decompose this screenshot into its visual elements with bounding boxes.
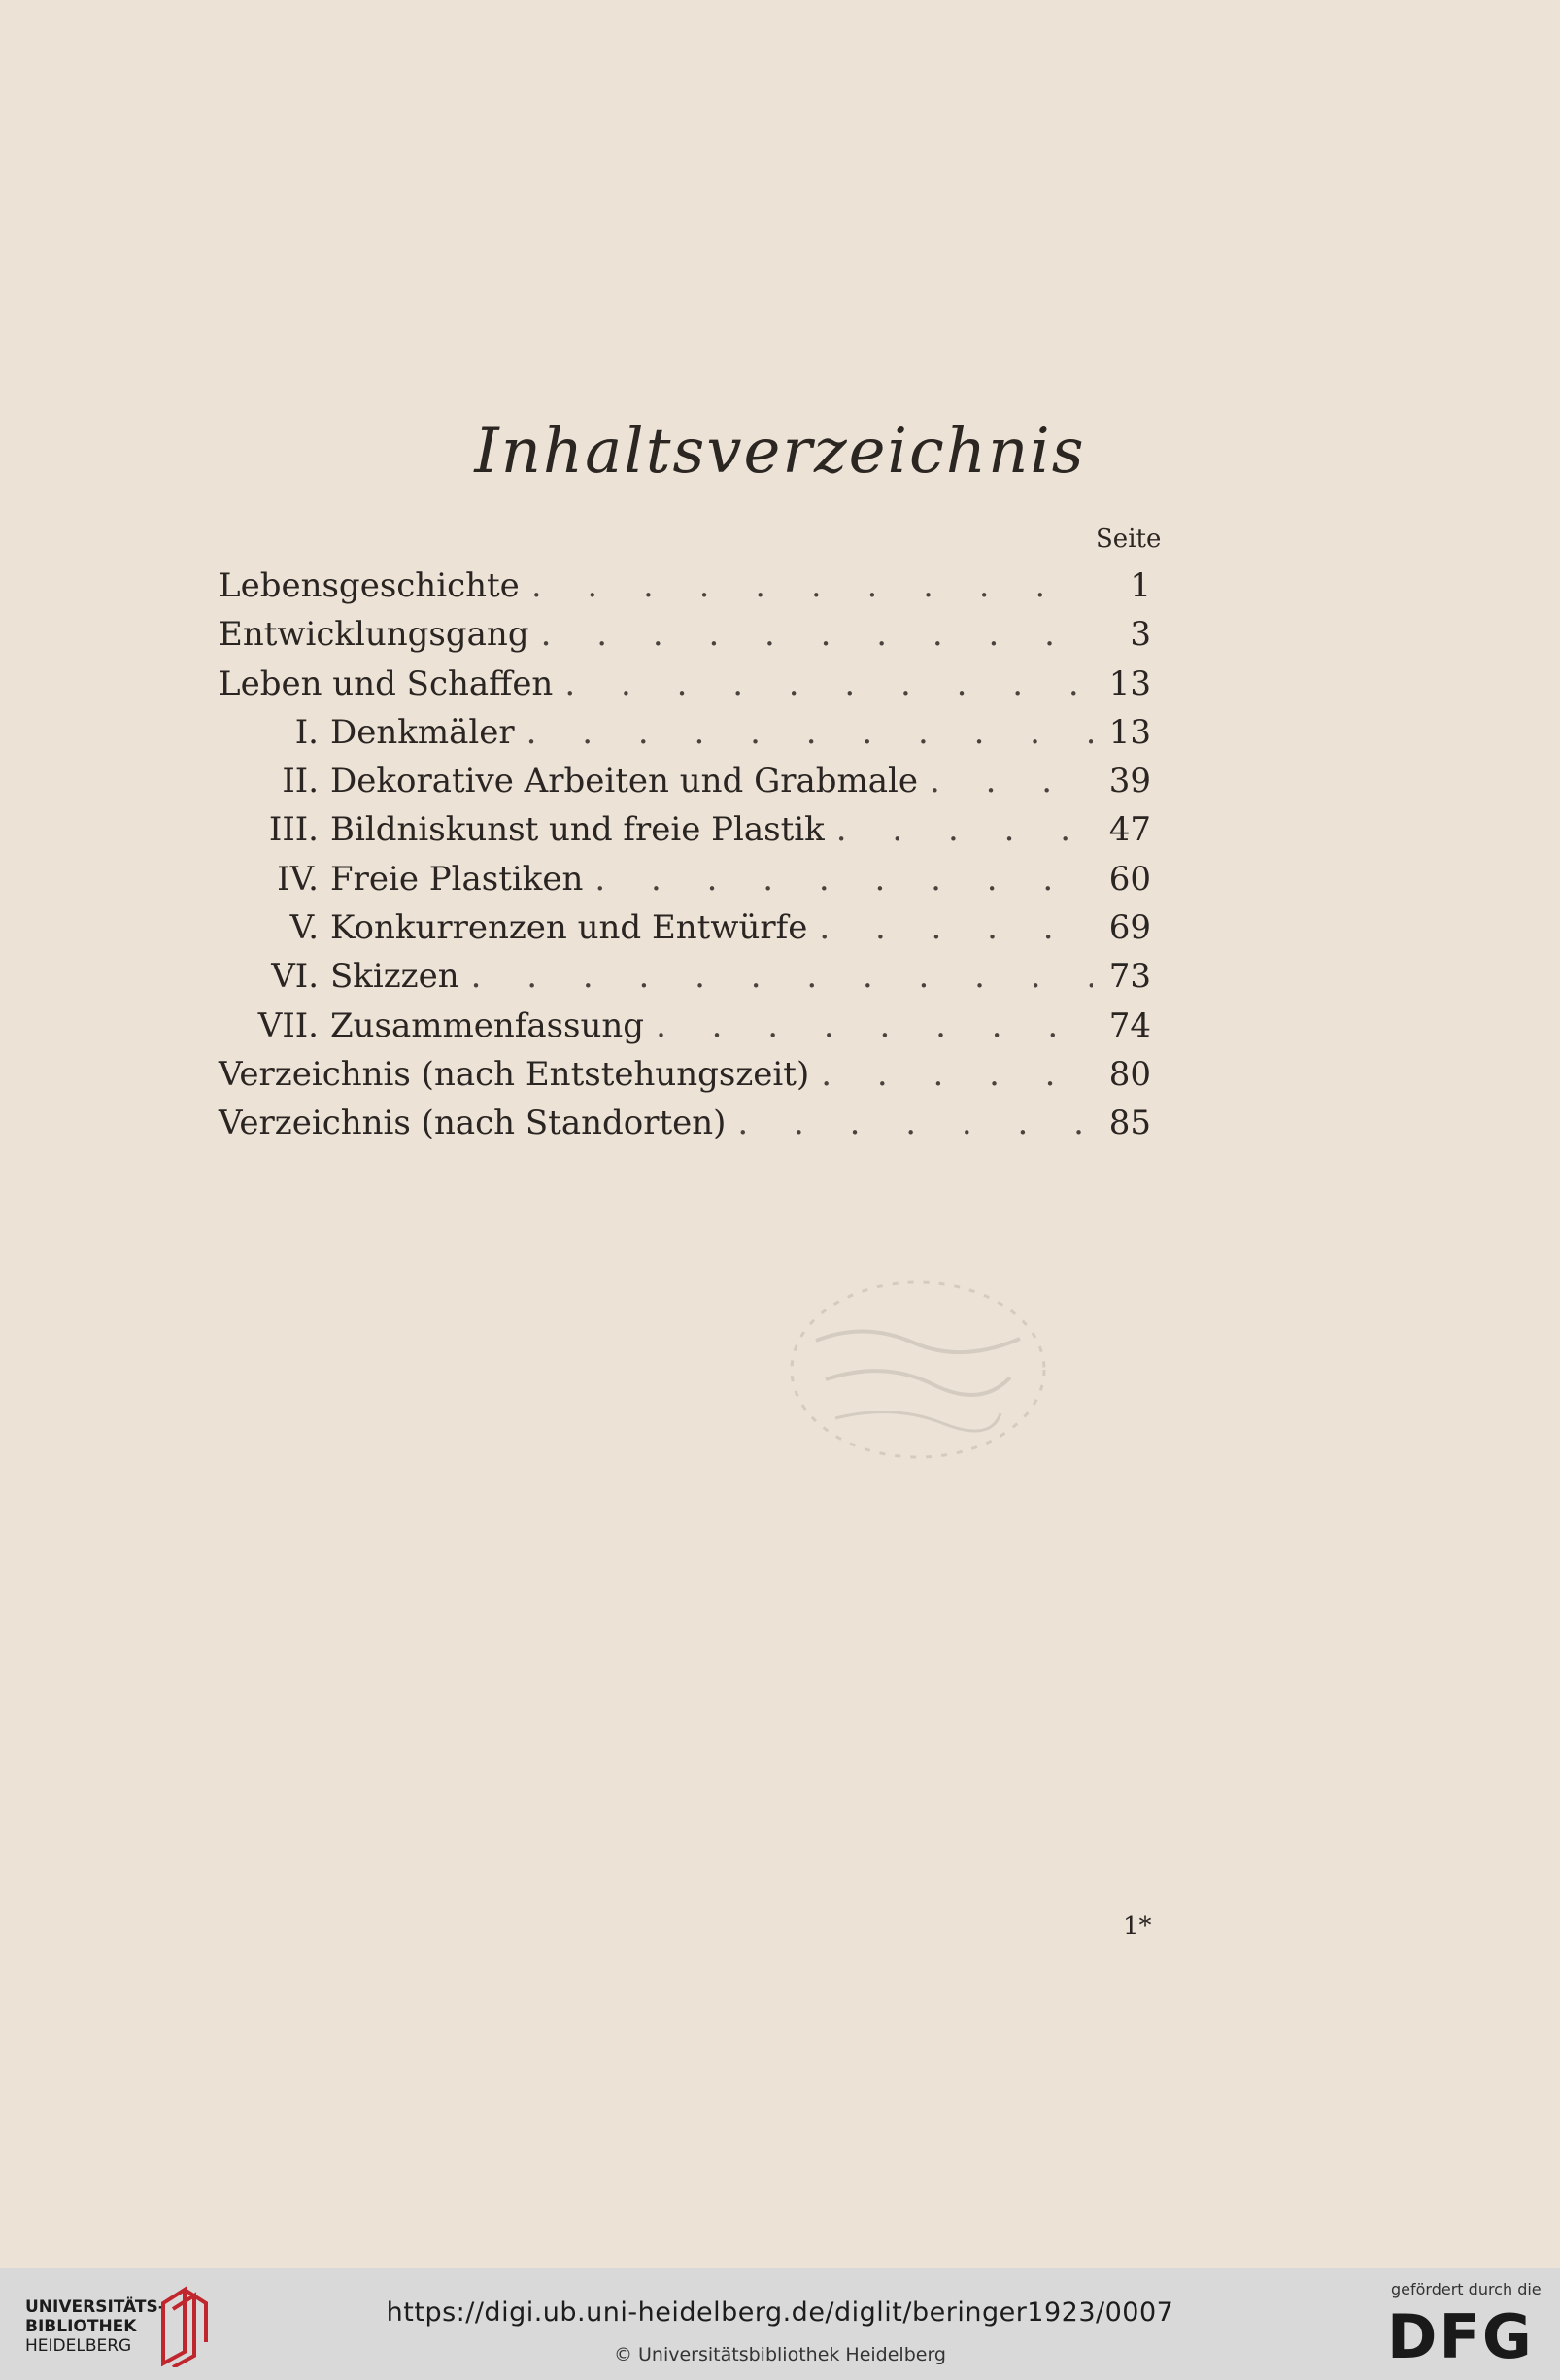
funding-caption: gefördert durch die [1391, 2280, 1542, 2298]
toc-entry [219, 855, 1151, 903]
copyright-notice: © Universitätsbibliothek Heidelberg [613, 2344, 946, 2365]
toc-entry-label: Bildniskunst und freie Plastik [330, 810, 825, 850]
toc-entry-page: 13 [1108, 712, 1151, 752]
toc-entry [219, 1099, 1151, 1147]
toc-entry-page: 60 [1108, 859, 1151, 899]
dot-leader [656, 1002, 1093, 1050]
toc-entry-label: Leben und Schaffen [219, 663, 554, 703]
toc-entry-page: 3 [1130, 615, 1151, 655]
dot-leader [930, 757, 1093, 805]
toc-entry-number: III. [268, 810, 319, 850]
toc-entry-number: VI. [271, 957, 319, 997]
page-title: Inhaltsverzeichnis [474, 416, 1086, 488]
toc-entry [219, 805, 1151, 854]
toc-entry-label: Verzeichnis (nach Standorten) [219, 1104, 727, 1143]
dot-leader [471, 952, 1093, 1001]
toc-entry-label: Dekorative Arbeiten und Grabmale [330, 762, 919, 801]
dot-leader [594, 855, 1093, 903]
toc-entry-label: Zusammenfassung [330, 1005, 645, 1045]
column-header: Seite [1096, 525, 1162, 554]
toc-entry-page: 13 [1108, 663, 1151, 703]
dot-leader [564, 660, 1093, 708]
toc-entry [219, 1002, 1151, 1050]
toc-entry-label: Entwicklungsgang [219, 615, 529, 655]
dot-leader [836, 805, 1093, 854]
dfg-logo: DFG [1387, 2301, 1534, 2372]
library-name-line2: BIBLIOTHEK [25, 2317, 137, 2336]
dot-leader [531, 561, 1093, 610]
toc-entry-number: VII. [257, 1005, 319, 1045]
permalink-url[interactable]: https://digi.ub.uni-heidelberg.de/diglit/beringer1923/0007 [386, 2297, 1174, 2328]
toc-entry-page: 73 [1108, 957, 1151, 997]
toc-entry-number: V. [289, 908, 319, 948]
toc-entry-label: Denkmäler [330, 712, 515, 752]
toc-entry-label: Verzeichnis (nach Entstehungszeit) [219, 1054, 810, 1094]
toc-entry [219, 1050, 1151, 1099]
toc-entry-page: 74 [1108, 1005, 1151, 1045]
toc-entry-label: Konkurrenzen und Entwürfe [330, 908, 808, 948]
toc-entry-page: 69 [1108, 908, 1151, 948]
faded-stamp [777, 1263, 1059, 1477]
page-number-mark: 1* [1123, 1912, 1152, 1941]
dot-leader [737, 1099, 1093, 1147]
dot-leader [541, 610, 1093, 659]
toc-entry-page: 1 [1130, 566, 1151, 605]
footer-bar [0, 2268, 1560, 2380]
toc-entry-number: I. [294, 712, 319, 752]
toc-entry [219, 903, 1151, 952]
toc-entry-page: 39 [1108, 762, 1151, 801]
toc-entry-page: 85 [1108, 1104, 1151, 1143]
dot-leader [821, 1050, 1093, 1099]
toc-entry-label: Skizzen [330, 957, 459, 997]
toc-entry-page: 47 [1108, 810, 1151, 850]
table-of-contents [219, 561, 1151, 1148]
toc-entry-number: II. [282, 762, 319, 801]
toc-entry [219, 660, 1151, 708]
library-name-line3: HEIDELBERG [25, 2336, 132, 2356]
library-name-line1: UNIVERSITÄTS- [25, 2297, 165, 2317]
toc-entry [219, 561, 1151, 610]
toc-entry [219, 952, 1151, 1001]
toc-entry-label: Lebensgeschichte [219, 566, 520, 605]
toc-entry-page: 80 [1108, 1054, 1151, 1094]
toc-entry-label: Freie Plastiken [330, 859, 584, 899]
toc-entry [219, 610, 1151, 659]
toc-entry [219, 757, 1151, 805]
dot-leader [819, 903, 1093, 952]
dot-leader [526, 708, 1093, 757]
toc-entry-number: IV. [277, 859, 319, 899]
toc-entry [219, 708, 1151, 757]
